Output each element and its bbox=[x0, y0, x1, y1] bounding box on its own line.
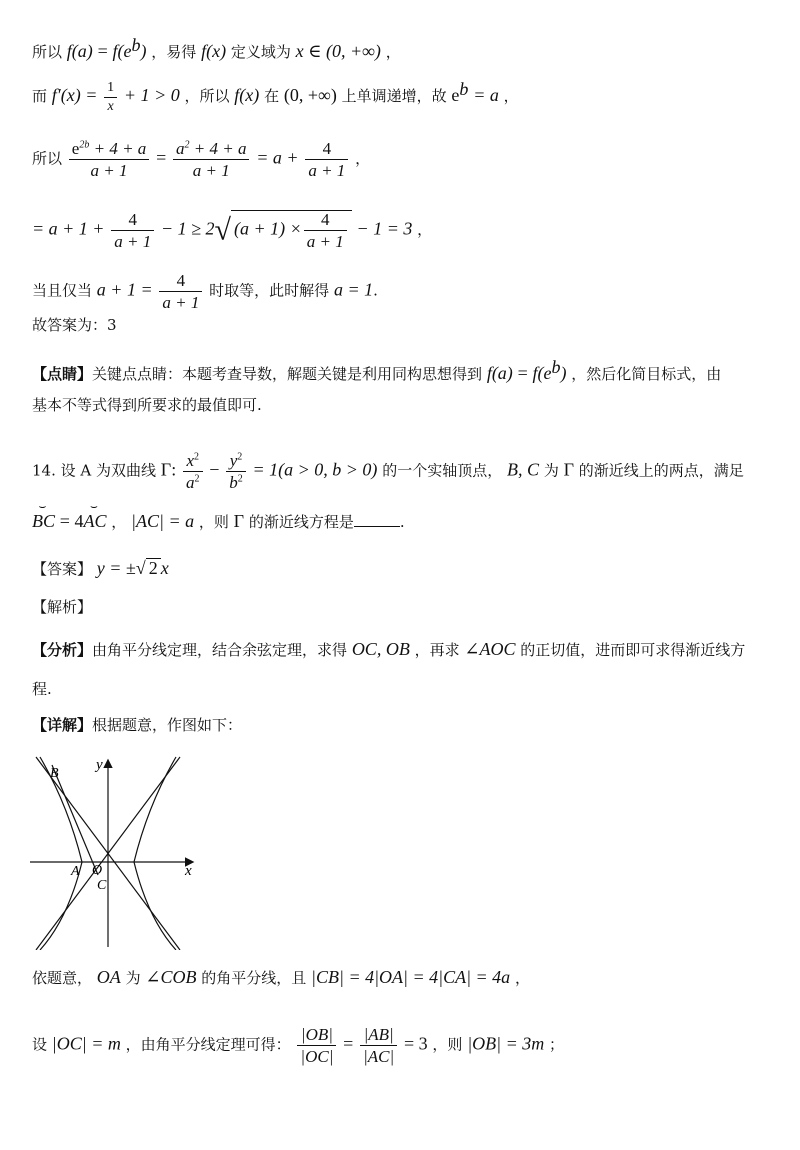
fraction-a2: $\frac{a^2 + 4 + a}{a + 1}$ bbox=[173, 140, 249, 179]
answer-line: 故答案为：3 bbox=[32, 316, 117, 334]
label-x: x bbox=[185, 863, 192, 879]
key-point: 【点睛】关键点点睛：本题考查导数，解题关键是利用同构思想得到 $f(a) = f(e^b)$ ，然后化简目标式，由 bbox=[32, 357, 722, 383]
label-O: O bbox=[92, 863, 103, 878]
key-point-cont: 基本不等式得到所要求的最值即可. bbox=[32, 396, 262, 414]
fraction-e2b: $\frac{e^{2b} + 4 + a}{a + 1}$ bbox=[69, 140, 150, 179]
detail: 【详解】根据题意，作图如下： bbox=[32, 716, 243, 734]
label-C: C bbox=[97, 878, 107, 893]
fraction-y2b2: $\frac{y^2}{b^2}$ bbox=[226, 452, 246, 491]
segment-BC bbox=[52, 765, 98, 875]
math-fa: f(a) bbox=[66, 41, 93, 61]
line-4: = a + 1 + $\frac{4}{a + 1}$ − 1 ≥ 2√ (a + 1) × $\frac{4}{a + 1}$ − 1 = 3 ， bbox=[32, 210, 433, 251]
analysis: 【分析】由角平分线定理，结合余弦定理，求得 OC, OB ，再求 ∠AOC 的正切值，进而即可求得渐近线方 bbox=[32, 639, 746, 659]
hyperbola-figure bbox=[30, 755, 210, 950]
fraction-x2a2: $\frac{x^2}{a^2}$ bbox=[183, 452, 203, 491]
label-A: A bbox=[71, 864, 80, 879]
line-2: 而 f′(x) = $\frac{1}{x}$ + 1 > 0 ，所以 f(x) 在 (0, +∞) 上单调递增，故 $e^b = a$ ， bbox=[32, 79, 519, 114]
sqrt-expression: (a + 1) × $\frac{4}{a + 1}$ bbox=[231, 210, 352, 250]
hyperbola-right-branch bbox=[134, 757, 176, 950]
analysis-cont: 程. bbox=[32, 680, 52, 698]
label-B: B bbox=[50, 766, 59, 781]
line-1: 所以 $f(a) = f(e^b)$ ，易得 f(x) 定义域为 x ∈ (0, +∞) ， bbox=[32, 35, 401, 61]
according: 依题意， OA 为 ∠COB 的角平分线，且 |CB| = 4|OA| = 4|CA| = 4a ， bbox=[32, 967, 530, 987]
last-line: 设 |OC| = m ，由角平分线定理可得： $\frac{|OB|}{|OC|}$ = $\frac{|AB|}{|AC|}$ = 3 ，则 |OB| = 3m ； bbox=[32, 1025, 565, 1066]
line-5: 当且仅当 a + 1 = $\frac{4}{a + 1}$ 时取等，此时解得 a = 1. bbox=[32, 271, 378, 312]
line-3: 所以 $\frac{e^{2b} + 4 + a}{a + 1}$ = $\frac{a^2 + 4 + a}{a + 1}$ = a + $\frac{4}{a + 1}$ ， bbox=[32, 139, 371, 180]
label-y: y bbox=[96, 757, 103, 773]
fraction-1-over-x: $\frac{1}{x}$ bbox=[104, 81, 117, 114]
answer-blank bbox=[354, 514, 400, 527]
fraction-4: $\frac{4}{a + 1}$ bbox=[305, 140, 348, 179]
question-14-cont: ⌣ BC = 4⌣ AC ， |AC| = a ，则 Γ 的渐近线方程是 . bbox=[32, 512, 405, 530]
analysis-tag: 【解析】 bbox=[32, 598, 93, 616]
question-14: 14. 设 A 为双曲线 Γ: $\frac{x^2}{a^2}$ − $\frac{y^2}{b^2}$ = 1(a > 0, b > 0) 的一个实轴顶点， B, C 为 Γ 的渐近线上的两点，满足 bbox=[32, 451, 744, 492]
answer: 【答案】 y = ±√ 2 x bbox=[32, 558, 169, 578]
